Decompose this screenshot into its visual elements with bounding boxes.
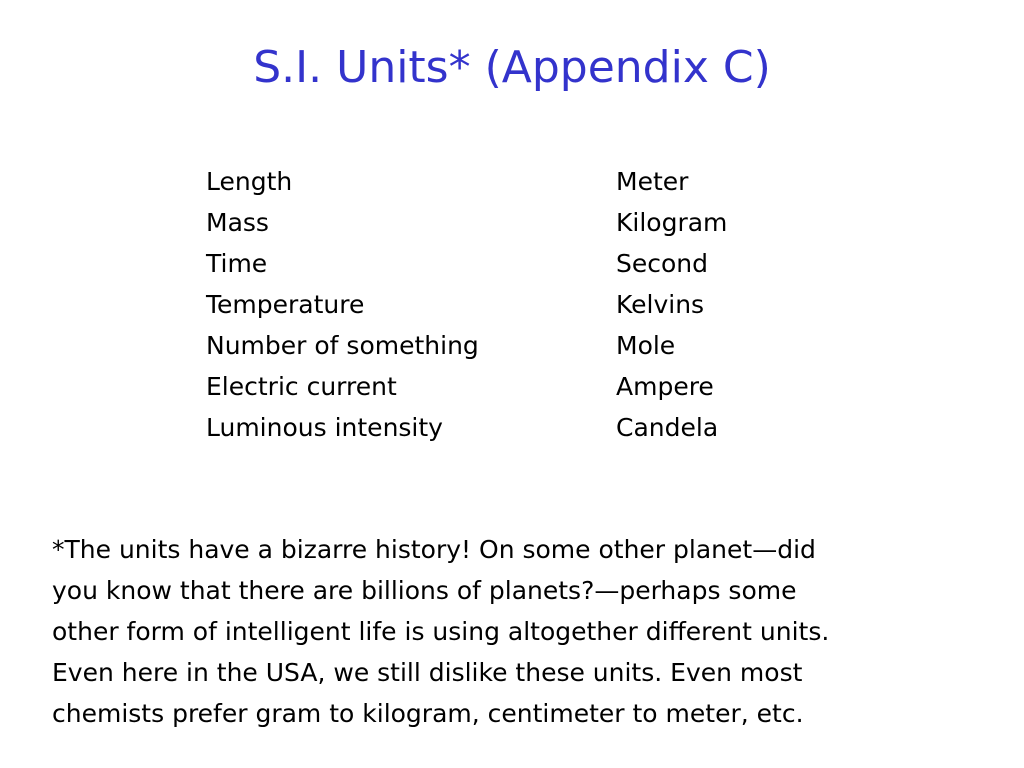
units-table-row: [206, 284, 826, 325]
unit-name: Second: [616, 249, 709, 278]
quantity-label: Luminous intensity: [206, 413, 443, 442]
footnote-line: other form of intelligent life is using altogether different units.: [52, 617, 830, 646]
units-table-row: [206, 325, 826, 366]
quantity-label: Mass: [206, 208, 269, 237]
quantity-label: Length: [206, 167, 293, 196]
quantity-label: Number of something: [206, 331, 479, 360]
unit-name: Meter: [616, 167, 689, 196]
units-table-row: [206, 407, 826, 448]
si-units-table: [206, 161, 826, 448]
slide-title: S.I. Units* (Appendix C): [253, 42, 771, 93]
unit-name: Kelvins: [616, 290, 705, 319]
units-table-row: [206, 202, 826, 243]
footnote-paragraph: [52, 529, 977, 734]
units-table-row: [206, 161, 826, 202]
quantity-label: Time: [206, 249, 268, 278]
unit-name: Ampere: [616, 372, 714, 401]
units-table-row: [206, 243, 826, 284]
footnote-line: chemists prefer gram to kilogram, centimeter to meter, etc.: [52, 699, 804, 728]
unit-name: Kilogram: [616, 208, 728, 237]
unit-name: Mole: [616, 331, 676, 360]
quantity-label: Electric current: [206, 372, 397, 401]
footnote-line: you know that there are billions of planets?—perhaps some: [52, 576, 797, 605]
footnote-line: *The units have a bizarre history! On some other planet—did: [52, 535, 816, 564]
unit-name: Candela: [616, 413, 719, 442]
footnote-line: Even here in the USA, we still dislike these units. Even most: [52, 658, 803, 687]
quantity-label: Temperature: [206, 290, 365, 319]
units-table-row: [206, 366, 826, 407]
